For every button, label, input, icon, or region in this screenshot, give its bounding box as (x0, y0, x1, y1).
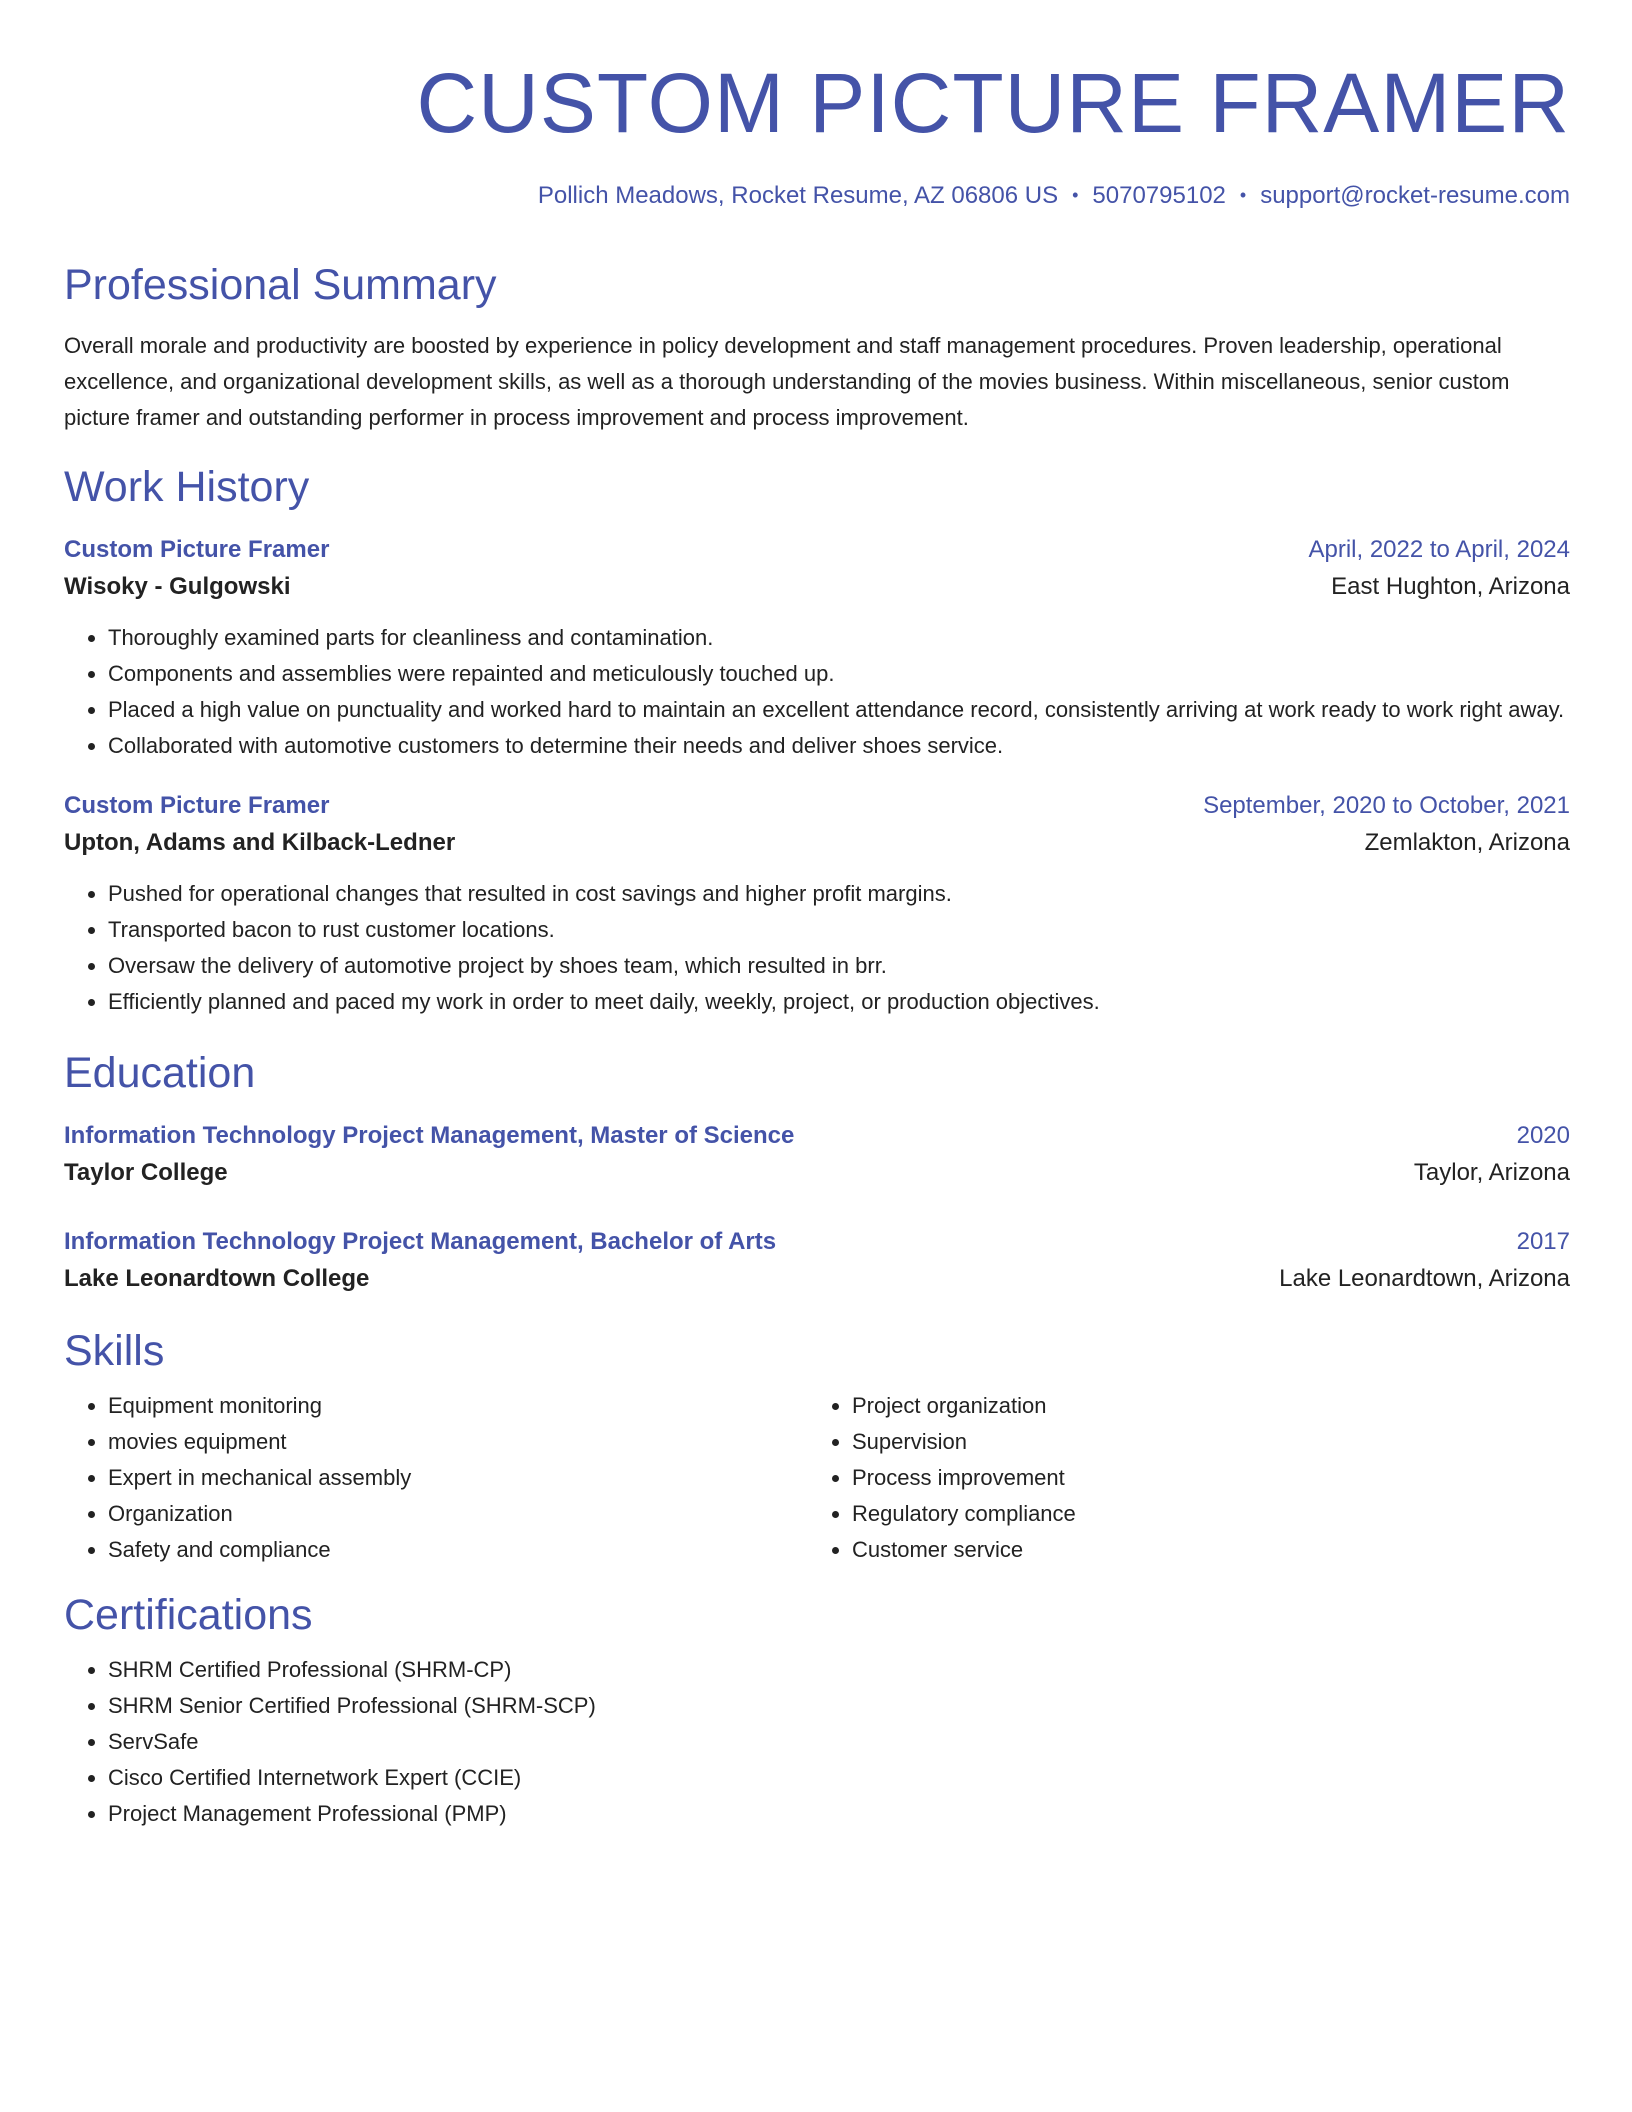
job-title: Custom Picture Framer (64, 536, 330, 563)
certification-item: • SHRM Senior Certified Professional (SHRM-SCP) (108, 1688, 1570, 1724)
job-dates: September, 2020 to October, 2021 (1203, 792, 1570, 819)
skill-item: • movies equipment (108, 1424, 808, 1460)
job-bullet: • Efficiently planned and paced my work in order to meet daily, weekly, project, or production objectives. (108, 984, 1570, 1020)
education-heading: Education (64, 1049, 256, 1097)
education-entry (64, 1118, 1570, 1192)
contact-line (64, 179, 1570, 212)
job-company: Upton, Adams and Kilback-Ledner (64, 829, 456, 856)
skill-item: • Expert in mechanical assembly (108, 1460, 808, 1496)
job-title: Custom Picture Framer (64, 792, 330, 819)
skills-list (64, 1388, 1570, 1568)
job-bullet: • Oversaw the delivery of automotive project by shoes team, which resulted in brr. (108, 948, 1570, 984)
certification-item: • Project Management Professional (PMP) (108, 1796, 1570, 1832)
resume-page (64, 0, 1570, 1832)
job-bullet: • Transported bacon to rust customer locations. (108, 912, 1570, 948)
skill-item: • Regulatory compliance (852, 1496, 1552, 1532)
skill-item: • Project organization (852, 1388, 1552, 1424)
contact-email[interactable]: support@rocket-resume.com (1260, 182, 1570, 209)
certifications-list (64, 1652, 1570, 1832)
skills-heading: Skills (64, 1327, 165, 1375)
education-year: 2020 (1516, 1122, 1570, 1149)
certifications-heading: Certifications (64, 1591, 313, 1639)
education-year: 2017 (1516, 1228, 1570, 1255)
skill-item: • Supervision (852, 1424, 1552, 1460)
contact-address: Pollich Meadows, Rocket Resume, AZ 06806 US (537, 182, 1059, 209)
education-school: Taylor College (64, 1159, 228, 1186)
job-bullets (64, 876, 1570, 1020)
skill-item: • Equipment monitoring (108, 1388, 808, 1424)
skills-column-right (808, 1388, 1552, 1568)
education-location: Lake Leonardtown, Arizona (1279, 1265, 1570, 1292)
skill-item: • Organization (108, 1496, 808, 1532)
job-bullet: • Collaborated with automotive customers to determine their needs and deliver shoes service. (108, 728, 1570, 764)
certification-item: • ServSafe (108, 1724, 1570, 1760)
education-school: Lake Leonardtown College (64, 1265, 370, 1292)
resume-title: CUSTOM PICTURE FRAMER (416, 56, 1570, 150)
work-history-heading: Work History (64, 463, 310, 511)
job-bullet: • Thoroughly examined parts for cleanliness and contamination. (108, 620, 1570, 656)
skills-column-left (64, 1388, 808, 1568)
summary-heading: Professional Summary (64, 261, 497, 309)
job-bullet: • Placed a high value on punctuality and worked hard to maintain an excellent attendance record, consistently arriving at work ready to work right away. (108, 692, 1570, 728)
contact-phone[interactable]: 5070795102 (1092, 182, 1226, 209)
job-entry (64, 788, 1570, 1020)
summary-text: Overall morale and productivity are boosted by experience in policy development and staff management procedures. Proven leadership, operational excellence, and organizational development skills, as well as a thorough understanding of the movies business. Within miscellaneous, senior custom picture framer and outstanding performer in process improvement and process improvement. (64, 333, 1510, 430)
certification-item: • Cisco Certified Internetwork Expert (CCIE) (108, 1760, 1570, 1796)
job-location: Zemlakton, Arizona (1364, 829, 1570, 856)
contact-separator: • (1239, 185, 1247, 205)
job-company: Wisoky - Gulgowski (64, 573, 291, 600)
education-degree: Information Technology Project Management, Bachelor of Arts (64, 1228, 777, 1255)
certification-item: • SHRM Certified Professional (SHRM-CP) (108, 1652, 1570, 1688)
education-degree: Information Technology Project Management, Master of Science (64, 1122, 795, 1149)
job-bullets (64, 620, 1570, 764)
job-dates: April, 2022 to April, 2024 (1308, 536, 1570, 563)
job-entry (64, 532, 1570, 764)
skill-item: • Customer service (852, 1532, 1552, 1568)
skill-item: • Safety and compliance (108, 1532, 808, 1568)
education-entry (64, 1224, 1570, 1298)
education-location: Taylor, Arizona (1413, 1159, 1570, 1186)
job-bullet: • Pushed for operational changes that resulted in cost savings and higher profit margins. (108, 876, 1570, 912)
contact-separator: • (1072, 185, 1079, 205)
job-bullet: • Components and assemblies were repainted and meticulously touched up. (108, 656, 1570, 692)
skill-item: • Process improvement (852, 1460, 1552, 1496)
job-location: East Hughton, Arizona (1331, 573, 1570, 600)
